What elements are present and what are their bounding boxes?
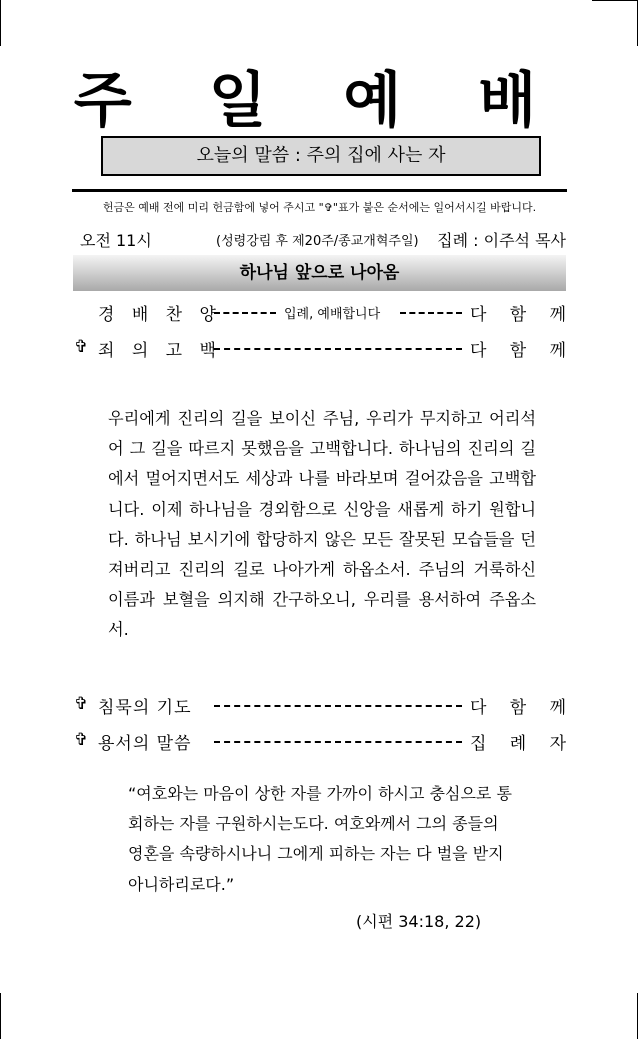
order-item-confession bbox=[74, 336, 566, 362]
order-item-note: 입례, 예배합니다 bbox=[284, 307, 381, 322]
who-char: 함 bbox=[509, 305, 527, 325]
page-title: 주 일 예 배 bbox=[73, 66, 565, 136]
who-char: 다 bbox=[470, 341, 487, 361]
dotted-leader bbox=[214, 741, 462, 743]
crop-mark-top-left bbox=[0, 0, 1, 46]
scripture-reference: (시편 34:18, 22) bbox=[356, 912, 482, 931]
order-item-name: 침묵의 기도 bbox=[98, 698, 192, 718]
order-item-assurance-of-pardon bbox=[74, 729, 566, 755]
dotted-leader bbox=[400, 312, 462, 314]
confession-prayer: 우리에게 진리의 길을 보이신 주님, 우리가 무지하고 어리석어 그 길을 따르지 못했음을 고백합니다. 하나님의 진리의 길에서 멀어지면서도 세상과 나를 바라보며 걸어갔음을 고백합니다. 이제 하나님을 경외함으로 신앙을 새롭게 하기 원합니다. 하나님 보시기에 합당하지 않은 모든 잘못된 모습들을 던져버리고 진리의 길로 나아가게 하옵소서. 주님의 거룩하신 이름과 보혈을 의지해 간구하오니, 우리를 용서하여 주옵소서. bbox=[108, 409, 536, 640]
sermon-title: 오늘의 말씀 : 주의 집에 사는 자 bbox=[196, 145, 446, 166]
order-item-leader-who bbox=[470, 336, 566, 361]
who-char: 함 bbox=[509, 698, 527, 718]
dotted-leader bbox=[214, 348, 462, 350]
who-char: 께 bbox=[549, 698, 566, 718]
who-char: 자 bbox=[549, 734, 566, 754]
crop-mark-bottom-left bbox=[0, 993, 1, 1039]
liturgical-calendar: (성령강림 후 제20주/종교개혁주일) bbox=[216, 234, 419, 249]
order-item-worship-praise bbox=[74, 300, 566, 326]
divider-rule bbox=[72, 189, 567, 192]
offering-notice-text: 헌금은 예배 전에 미리 헌금함에 넣어 주시고 "✞"표가 붙은 순서에는 일어서시길 바랍니다. bbox=[102, 201, 537, 214]
order-item-leader-who bbox=[470, 729, 566, 754]
dotted-leader bbox=[214, 312, 276, 314]
who-char: 다 bbox=[470, 305, 487, 325]
officiant: 집례 : 이주석 목사 bbox=[437, 231, 566, 250]
standing-cross-icon: ✞ bbox=[74, 730, 89, 750]
who-char: 집 bbox=[470, 734, 487, 754]
order-item-silent-prayer bbox=[74, 693, 566, 719]
dotted-leader bbox=[214, 705, 462, 707]
who-char: 함 bbox=[509, 341, 527, 361]
who-char: 례 bbox=[509, 734, 527, 754]
order-item-name: 용서의 말씀 bbox=[98, 734, 192, 754]
sermon-title-box bbox=[101, 136, 541, 176]
crop-mark-top-right-h bbox=[592, 0, 638, 1]
scripture-quote: “여호와는 마음이 상한 자를 가까이 하시고 충심으로 통회하는 자를 구원하시는도다. 여호와께서 그의 종들의 영혼을 속량하시나니 그에게 피하는 자는 다 벌을 받지 아니하리로다.” bbox=[128, 784, 512, 894]
section-heading-text: 하나님 앞으로 나아옴 bbox=[239, 263, 400, 283]
order-item-leader-who bbox=[470, 300, 566, 325]
order-item-leader-who bbox=[470, 693, 566, 718]
who-char: 께 bbox=[549, 305, 566, 325]
who-char: 께 bbox=[549, 341, 566, 361]
who-char: 다 bbox=[470, 698, 487, 718]
offering-notice bbox=[72, 199, 567, 215]
section-heading bbox=[73, 255, 566, 291]
order-item-name: 경 배 찬 양 bbox=[98, 305, 222, 325]
standing-cross-icon: ✞ bbox=[74, 337, 89, 357]
service-time: 오전 11시 bbox=[80, 231, 152, 250]
order-item-name: 죄 의 고 백 bbox=[98, 341, 222, 361]
standing-cross-icon: ✞ bbox=[74, 694, 89, 714]
